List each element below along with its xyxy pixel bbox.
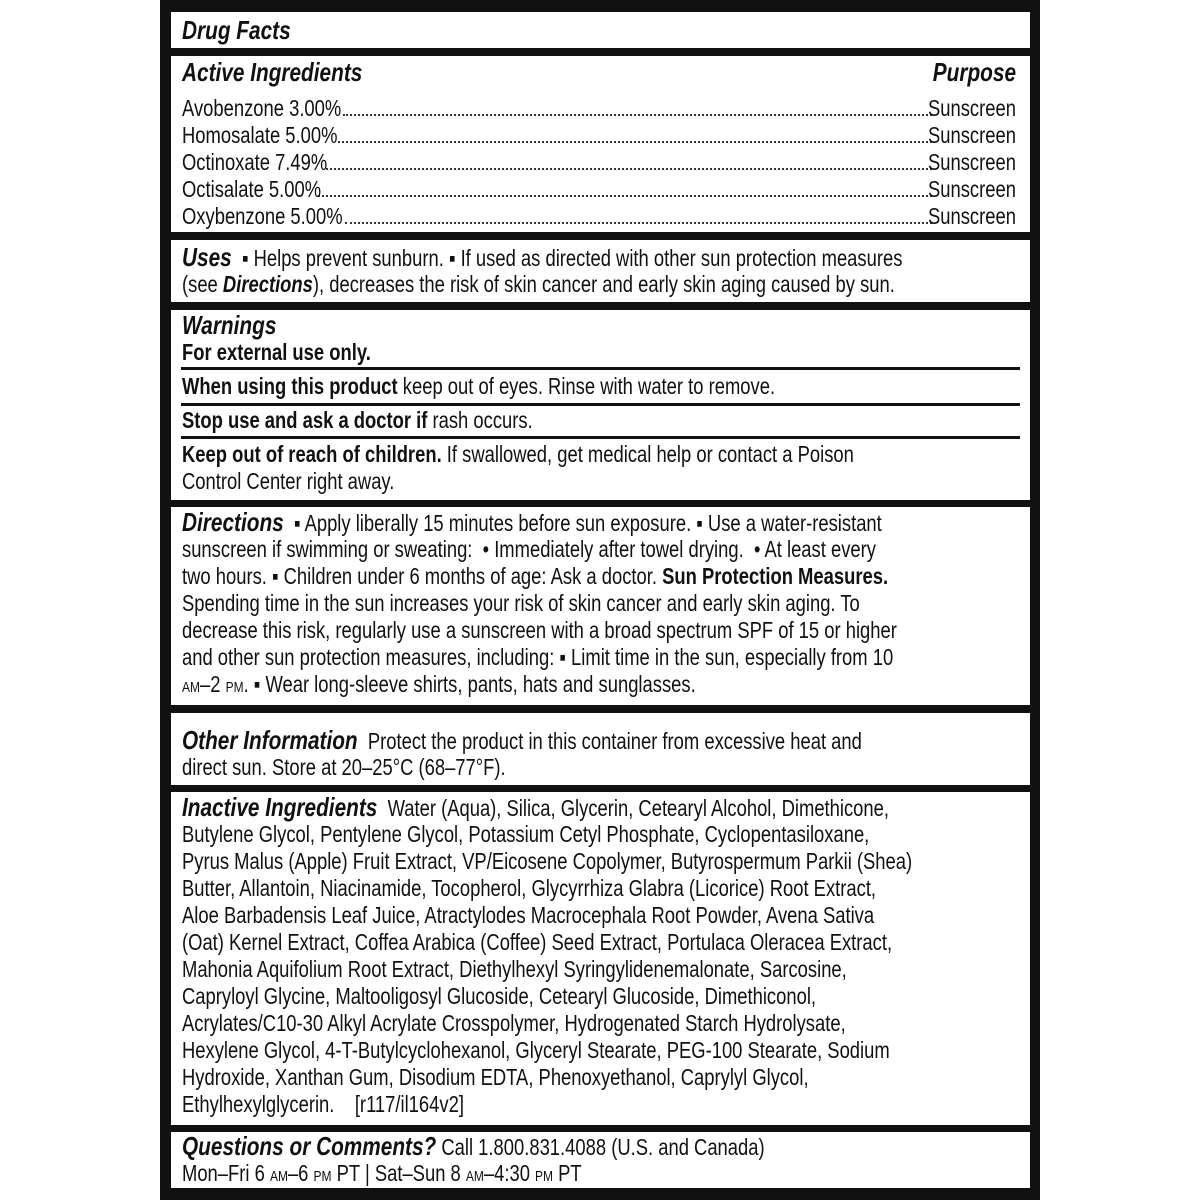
section-heading: Questions or Comments?	[182, 1132, 437, 1161]
text-segment: Acrylates/C10-30 Alkyl Acrylate Crosspolymer, Hydrogenated Starch Hydrolysate,	[182, 1010, 846, 1036]
section-heading: Other Information	[182, 725, 358, 755]
ingredient-name: Oxybenzone 5.00%	[182, 203, 343, 229]
text-segment: Mon–Fri 6	[182, 1160, 270, 1186]
text-segment: Hexylene Glycol, 4-T-Butylcyclohexanol, Glyceryl Stearate, PEG-100 Stearate, Sodium	[182, 1037, 890, 1063]
uses-section	[171, 240, 1030, 302]
text-segment: –2	[200, 671, 226, 697]
text-segment: Sun Protection Measures.	[662, 563, 889, 589]
text-segment: . ▪ Wear long-sleeve shirts, pants, hats and sunglasses.	[243, 671, 696, 697]
section-heading: Warnings	[182, 310, 277, 340]
inactive-line	[182, 1010, 846, 1037]
text-segment: ▪ Apply liberally 15 minutes before sun exposure. ▪ Use a water-resistant	[283, 510, 882, 536]
inactive-line	[182, 929, 892, 956]
ingredient-name: Avobenzone 3.00%	[182, 95, 342, 121]
warnings-line	[182, 468, 394, 495]
text-segment: Butylene Glycol, Pentylene Glycol, Potassium Cetyl Phosphate, Cyclopentasiloxane,	[182, 821, 870, 847]
ingredient-purpose: Sunscreen	[928, 149, 1016, 175]
text-segment: When using this product	[182, 373, 398, 399]
text-segment: Ethylhexylglycerin. [r117/il164v2]	[182, 1091, 464, 1117]
drug-facts-title: Drug Facts	[182, 15, 291, 45]
purpose-heading: Purpose	[932, 57, 1016, 87]
text-segment: PM	[313, 1168, 332, 1185]
text-segment: Keep out of reach of children.	[182, 441, 442, 467]
directions-line	[182, 671, 696, 701]
text-segment: PT | Sat–Sun 8	[331, 1160, 466, 1186]
text-segment: Mahonia Aquifolium Root Extract, Diethylhexyl Syringylidenemalonate, Sarcosine,	[182, 956, 847, 982]
dot-leader	[343, 114, 932, 116]
divider	[181, 403, 1020, 406]
active-ingredients-heading: Active Ingredients	[182, 57, 363, 87]
questions-section	[171, 1132, 1030, 1188]
inactive-line	[182, 983, 816, 1010]
inactive-line	[182, 848, 912, 875]
directions-line	[182, 617, 897, 644]
uses-line	[182, 244, 902, 272]
text-segment: Water (Aqua), Silica, Glycerin, Cetearyl Alcohol, Dimethicone,	[377, 795, 889, 821]
ingredient-name: Octisalate 5.00%	[182, 176, 322, 202]
warnings-line	[182, 312, 276, 340]
inactive-line	[182, 956, 847, 983]
directions-line	[182, 590, 860, 617]
warnings-line	[182, 339, 371, 366]
text-segment: keep out of eyes. Rinse with water to remove.	[397, 373, 776, 399]
directions-line	[182, 509, 882, 537]
warnings-line	[182, 407, 533, 434]
text-segment: –6	[287, 1160, 314, 1186]
drug-facts-label	[160, 0, 1040, 1200]
text-segment: For external use only.	[182, 339, 371, 365]
ingredient-name: Homosalate 5.00%	[182, 122, 338, 148]
inactive-ingredients-section	[171, 792, 1030, 1125]
active-ingredient-row	[182, 203, 1016, 230]
section-heading: Inactive Ingredients	[182, 792, 378, 822]
text-segment: (Oat) Kernel Extract, Coffea Arabica (Coffee) Seed Extract, Portulaca Oleracea Extract,	[182, 929, 893, 955]
ingredient-purpose: Sunscreen	[928, 122, 1016, 148]
section-heading: Uses	[182, 242, 232, 272]
text-segment: PT	[553, 1160, 582, 1186]
text-segment: Butter, Allantoin, Niacinamide, Tocopherol, Glycyrrhiza Glabra (Licorice) Root Extract,	[182, 875, 877, 901]
text-segment: Hydroxide, Xanthan Gum, Disodium EDTA, Phenoxyethanol, Caprylyl Glycol,	[182, 1064, 809, 1090]
dot-leader	[326, 168, 932, 170]
text-segment: PM	[225, 679, 244, 696]
active-ingredient-row	[182, 149, 1016, 176]
text-segment: (see	[182, 271, 223, 297]
active-ingredient-row	[182, 95, 1016, 122]
ingredient-name: Octinoxate 7.49%	[182, 149, 328, 175]
other-line	[182, 754, 506, 781]
inactive-line	[182, 875, 876, 902]
ingredient-purpose: Sunscreen	[928, 95, 1016, 121]
text-segment: two hours. ▪ Children under 6 months of age: Ask a doctor.	[182, 563, 663, 589]
active-ingredients-section	[171, 56, 1030, 232]
inactive-line	[182, 902, 874, 929]
text-segment: PM	[535, 1168, 554, 1185]
text-segment: AM	[182, 679, 200, 696]
other-information-section	[171, 713, 1030, 785]
text-segment: Call 1.800.831.4088 (U.S. and Canada)	[436, 1134, 765, 1160]
text-segment: ), decreases the risk of skin cancer and early skin aging caused by sun.	[312, 271, 895, 297]
drug-facts-header	[171, 12, 1030, 48]
text-segment: AM	[465, 1168, 484, 1185]
text-segment: Stop use and ask a doctor if	[182, 407, 428, 433]
inactive-line	[182, 821, 869, 848]
text-segment: and other sun protection measures, including: ▪ Limit time in the sun, especially from 10	[182, 644, 894, 670]
text-segment: Control Center right away.	[182, 468, 395, 494]
active-ingredient-row	[182, 176, 1016, 203]
questions-line	[182, 1160, 582, 1188]
warnings-section	[171, 310, 1030, 500]
text-segment: Pyrus Malus (Apple) Fruit Extract, VP/Eicosene Copolymer, Butyrospermum Parkii (Shea)	[182, 848, 913, 874]
text-segment: –4:30	[483, 1160, 536, 1186]
questions-line	[182, 1133, 765, 1161]
warnings-line	[182, 441, 854, 468]
ingredient-purpose: Sunscreen	[928, 203, 1016, 229]
dot-leader	[318, 195, 932, 197]
text-segment: Spending time in the sun increases your risk of skin cancer and early skin aging. To	[182, 590, 860, 616]
text-segment: Protect the product in this container from excessive heat and	[357, 728, 862, 754]
text-segment: ▪ Helps prevent sunburn. ▪ If used as directed with other sun protection measures	[231, 245, 903, 271]
section-heading: Directions	[182, 507, 284, 537]
ingredient-purpose: Sunscreen	[928, 176, 1016, 202]
directions-section	[171, 507, 1030, 705]
inactive-line	[182, 1037, 890, 1064]
text-segment: If swallowed, get medical help or contact a Poison	[441, 441, 854, 467]
dot-leader	[345, 222, 932, 224]
text-segment: AM	[269, 1168, 288, 1185]
text-segment: decrease this risk, regularly use a sunscreen with a broad spectrum SPF of 15 or higher	[182, 617, 897, 643]
inactive-line	[182, 1064, 809, 1091]
inactive-line	[182, 794, 889, 822]
directions-line	[182, 644, 893, 671]
other-line	[182, 727, 862, 755]
warnings-line	[182, 373, 775, 400]
directions-line	[182, 563, 888, 590]
active-ingredient-row	[182, 122, 1016, 149]
text-segment: sunscreen if swimming or sweating: • Immediately after towel drying. • At least every	[182, 536, 876, 562]
text-segment: Aloe Barbadensis Leaf Juice, Atractylodes Macrocephala Root Powder, Avena Sativa	[182, 902, 875, 928]
uses-line	[182, 271, 895, 298]
dot-leader	[338, 141, 932, 143]
text-segment: Directions	[222, 271, 313, 297]
text-segment: direct sun. Store at 20–25°C (68–77°F).	[182, 754, 506, 780]
text-segment: Capryloyl Glycine, Maltooligosyl Glucoside, Cetearyl Glucoside, Dimethiconol,	[182, 983, 817, 1009]
directions-line	[182, 536, 876, 563]
divider	[181, 436, 1020, 439]
divider	[181, 367, 1020, 370]
inactive-line	[182, 1091, 464, 1118]
text-segment: rash occurs.	[427, 407, 533, 433]
